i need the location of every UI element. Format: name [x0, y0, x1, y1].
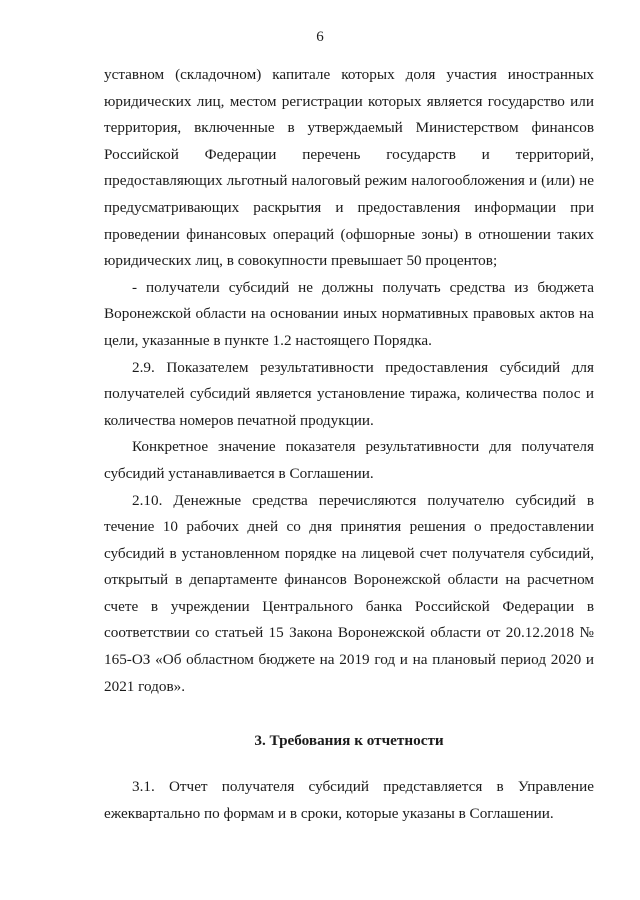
- paragraph-3-1: 3.1. Отчет получателя субсидий представляется в Управление ежеквартально по формам и в сроки, которые указаны в Соглашении.: [104, 778, 594, 822]
- paragraph-budget-funds-condition: - получатели субсидий не должны получать средства из бюджета Воронежской области на основании иных нормативных правовых актов на цели, указанные в пункте 1.2 настоящего Порядка.: [104, 278, 594, 349]
- paragraph-offshore-condition: уставном (складочном) капитале которых доля участия иностранных юридических лиц, местом регистрации которых является государство или территория, включенные в утверждаемый Министерством финансов Российской Федерации перечень государств и территорий, предоставляющих льготный налоговый режим налогообложения и (или) не предусматривающих раскрытия и предоставления информации при проведении финансовых операций (офшорные зоны) в отношении таких юридических лиц, в совокупности превышает 50 процентов;: [104, 66, 594, 270]
- section-heading-reporting: 3. Требования к отчетности: [254, 732, 444, 750]
- paragraph-2-9: 2.9. Показателем результативности предоставления субсидий для получателей субсидий является установление тиража, количества полос и количества номеров печатной продукции.: [104, 358, 594, 429]
- paragraph-2-10: 2.10. Денежные средства перечисляются получателю субсидий в течение 10 рабочих дней со дня принятия решения о предоставлении субсидий в установленном порядке на лицевой счет получателя субсидий, открытый в департаменте финансов Воронежской области на расчетном счете в учреждении Центрального банка Российской Федерации в соответствии со статьей 15 Закона Воронежской области от 20.12.2018 № 165-ОЗ «Об областном бюджете на 2019 год и на плановый период 2020 и 2021 годов».: [104, 491, 594, 695]
- spacer: [104, 700, 594, 708]
- page-number: 6: [316, 29, 324, 45]
- document-body: [104, 62, 594, 827]
- paragraph-indicator-value: Конкретное значение показателя результативности для получателя субсидий устанавливается в Соглашении.: [104, 438, 594, 482]
